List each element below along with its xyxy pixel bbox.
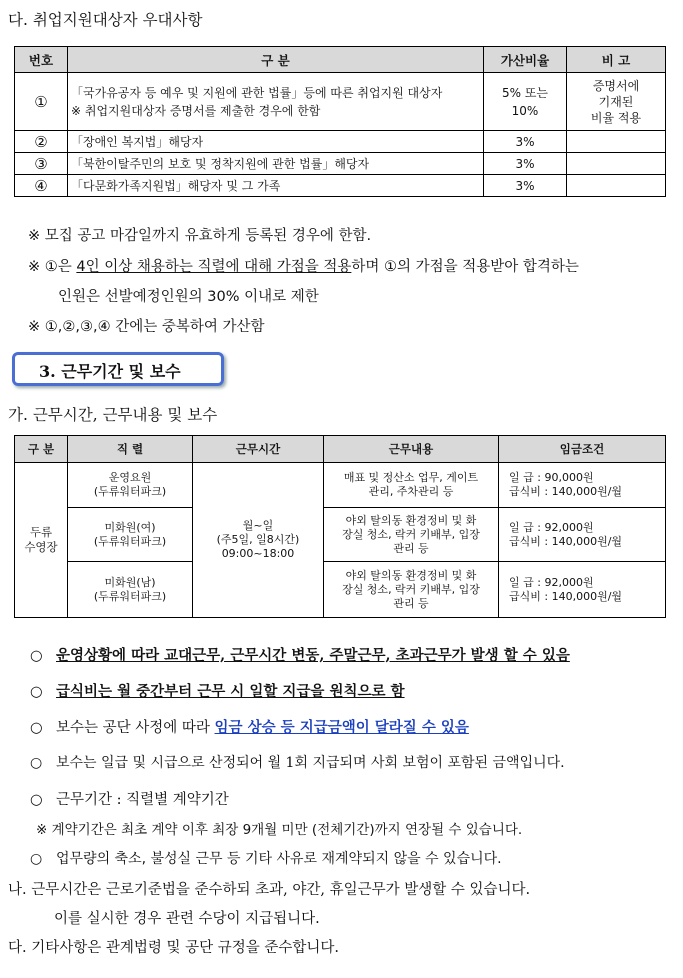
pay-cell <box>499 508 666 562</box>
bullet-1 <box>30 644 570 665</box>
bullet-3-highlight: 임금 상승 등 지급금액이 달라질 수 있음 <box>214 719 469 736</box>
row-desc: 「북한이탈주민의 보호 및 정착지원에 관한 법률」해당자 <box>68 153 484 175</box>
row-note <box>567 153 666 175</box>
row-rate: 5% 또는 <box>501 85 549 100</box>
note-2-underlined: 4인 이상 채용하는 직렬에 대해 가점을 적용 <box>76 259 352 275</box>
note-2 <box>28 255 579 276</box>
th-work: 근무내용 <box>324 436 499 463</box>
row-rate: 3% <box>484 153 567 175</box>
row-note-1: 증명서에 <box>592 78 640 93</box>
row-note-3: 비율 적용 <box>590 110 642 125</box>
bullet-circle: ○ <box>30 755 43 771</box>
meal-pay: 급식비 : 140,000원/월 <box>509 534 623 548</box>
table-row <box>15 153 666 175</box>
bullet-2 <box>30 680 405 701</box>
row-number: ② <box>15 131 68 153</box>
th-hours: 근무시간 <box>193 436 324 463</box>
daily-pay: 일 급 : 92,000원 <box>509 520 594 534</box>
work-cell: 야외 탈의동 환경정비 및 화 장실 청소, 락커 키배부, 입장 관리 등 <box>324 508 499 562</box>
pay-cell <box>499 562 666 618</box>
th-job: 직 렬 <box>68 436 193 463</box>
work-cell: 매표 및 정산소 업무, 게이트 관리, 주차관리 등 <box>324 463 499 508</box>
job-cell: 미화원(남) (두류워터파크) <box>68 562 193 618</box>
bullet-circle: ○ <box>30 647 43 664</box>
bullet-2-text: 급식비는 월 중간부터 근무 시 일할 지급을 원칙으로 함 <box>56 683 405 700</box>
heading-preferences: 다. 취업지원대상자 우대사항 <box>8 11 203 29</box>
table-row <box>15 508 666 562</box>
daily-pay: 일 급 : 92,000원 <box>509 575 594 589</box>
bullet-3-pre: 보수는 공단 사정에 따라 <box>56 720 215 736</box>
bullet-circle: ○ <box>30 683 43 700</box>
bullet-1-text: 운영상황에 따라 교대근무, 근무시간 변동, 주말근무, 초과근무가 발생 할 수 있음 <box>56 647 570 664</box>
job-cell: 운영요원 (두류워터파크) <box>68 463 193 508</box>
preference-table <box>14 46 666 197</box>
th-division: 구 분 <box>15 436 68 463</box>
table-row <box>15 131 666 153</box>
table-row <box>15 73 666 131</box>
work-table <box>14 435 666 618</box>
bullet-4 <box>30 752 565 772</box>
row-desc-note: ※ 취업지원대상자 증명서를 제출한 경우에 한함 <box>71 103 321 118</box>
contract-note: ※ 계약기간은 최초 계약 이후 최장 9개월 미만 (전체기간)까지 연장될 수 있습니다. <box>36 822 523 838</box>
bullet-5 <box>30 788 229 809</box>
bullet-circle: ○ <box>30 720 43 736</box>
th-no: 번호 <box>15 47 68 73</box>
pay-cell <box>499 463 666 508</box>
th-pay: 임금조건 <box>499 436 666 463</box>
bullet-6-text: 업무량의 축소, 불성실 근무 등 기타 사유로 재계약되지 않을 수 있습니다. <box>56 851 502 867</box>
note-3: ※ ①,②,③,④ 간에는 중복하여 가산함 <box>28 319 265 335</box>
row-rate: 3% <box>484 131 567 153</box>
section-da-line: 다. 기타사항은 관계법령 및 공단 규정을 준수합니다. <box>8 940 340 956</box>
category-cell: 두류 수영장 <box>15 463 68 618</box>
section-na-line-2: 이를 실시한 경우 관련 수당이 지급됩니다. <box>54 911 320 927</box>
th-note: 비 고 <box>567 47 666 73</box>
table-row <box>15 463 666 508</box>
row-rate-2: 10% <box>511 103 539 118</box>
th-category: 구 분 <box>68 47 484 73</box>
note-2-pre: ※ ①은 <box>28 259 77 275</box>
subheading-work: 가. 근무시간, 근무내용 및 보수 <box>8 406 218 424</box>
row-number: ④ <box>15 175 68 197</box>
row-desc: 「국가유공자 등 예우 및 지원에 관한 법률」등에 따른 취업지원 대상자 <box>71 85 443 100</box>
note-1: ※ 모집 공고 마감일까지 유효하게 등록된 경우에 한함. <box>28 228 372 244</box>
meal-pay: 급식비 : 140,000원/월 <box>509 589 623 603</box>
table-row <box>15 562 666 618</box>
meal-pay: 급식비 : 140,000원/월 <box>509 485 623 498</box>
section-title-box: 3. 근무기간 및 보수 <box>12 352 224 386</box>
note-2-continued: 인원은 선발예정인원의 30% 이내로 제한 <box>58 289 319 305</box>
row-note <box>567 175 666 197</box>
row-number: ① <box>15 73 68 131</box>
daily-pay: 일 급 : 90,000원 <box>509 471 594 484</box>
bullet-3 <box>30 716 469 737</box>
bullet-circle: ○ <box>30 792 43 808</box>
job-cell: 미화원(여) (두류워터파크) <box>68 508 193 562</box>
row-desc: 「다문화가족지원법」해당자 및 그 가족 <box>68 175 484 197</box>
bullet-4-text: 보수는 일급 및 시급으로 산정되어 월 1회 지급되며 사회 보험이 포함된 금액입니다. <box>56 755 565 771</box>
work-cell: 야외 탈의동 환경정비 및 화 장실 청소, 락커 키배부, 입장 관리 등 <box>324 562 499 618</box>
bullet-6 <box>30 848 502 868</box>
table-row <box>15 175 666 197</box>
row-note <box>567 131 666 153</box>
row-rate: 3% <box>484 175 567 197</box>
th-rate: 가산비율 <box>484 47 567 73</box>
row-number: ③ <box>15 153 68 175</box>
hours-cell: 월~일 (주5일, 일8시간) 09:00~18:00 <box>193 463 324 618</box>
bullet-circle: ○ <box>30 851 43 867</box>
section-na-line-1: 나. 근무시간은 근로기준법을 준수하되 초과, 야간, 휴일근무가 발생할 수 있습니다. <box>8 882 531 898</box>
row-desc: 「장애인 복지법」해당자 <box>68 131 484 153</box>
bullet-5-text: 근무기간 : 직렬별 계약기간 <box>56 792 229 808</box>
note-2-post: 하며 ①의 가점을 적용받아 합격하는 <box>351 259 579 275</box>
row-note-2: 기재된 <box>598 94 634 109</box>
